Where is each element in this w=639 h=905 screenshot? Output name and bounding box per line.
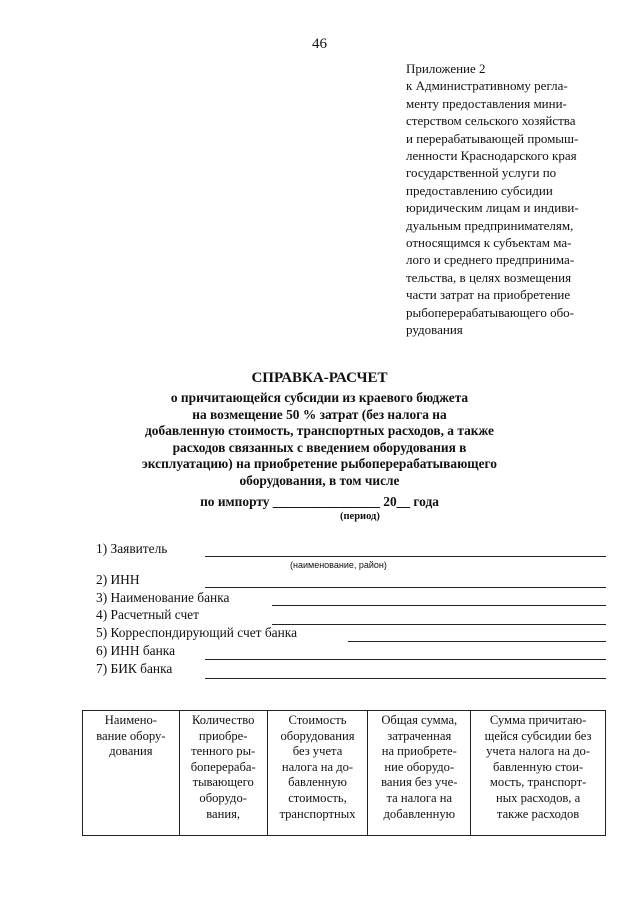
- appendix-line: предоставлению субсидии: [406, 182, 553, 198]
- applicant-label: 1) Заявитель: [96, 541, 168, 556]
- appendix-line: дуальным предпринимателям,: [406, 217, 574, 233]
- appendix-line: менту предоставления мини-: [406, 95, 567, 111]
- account-label: 4) Расчетный счет: [96, 607, 199, 622]
- inn-label: 2) ИНН: [96, 572, 140, 587]
- page-number: 46: [312, 36, 327, 52]
- bank-inn-input-line[interactable]: [205, 659, 606, 660]
- corr-account-input-line[interactable]: [348, 641, 606, 642]
- appendix-line: тельства, в целях возмещения: [406, 269, 572, 285]
- appendix-note: [406, 60, 606, 339]
- subtitle-line: расходов связанных с введением оборудования в: [172, 439, 467, 455]
- document-title: СПРАВКА-РАСЧЕТ: [251, 370, 388, 386]
- appendix-line: рыбоперерабатывающего обо-: [406, 304, 575, 320]
- appendix-line: Приложение 2: [406, 61, 486, 76]
- period-caption: (период): [340, 511, 380, 522]
- appendix-line: государственной услуги по: [406, 165, 557, 181]
- inn-input-line[interactable]: [205, 587, 606, 588]
- bank-name-label: 3) Наименование банка: [96, 590, 230, 605]
- period-line: по импорту ________________ 20__ года: [200, 494, 439, 509]
- appendix-line: рудования: [406, 322, 463, 338]
- table-header-row: [83, 711, 606, 836]
- appendix-line: части затрат на приобретение: [406, 287, 571, 303]
- corr-account-label: 5) Корреспондирующий счет банка: [96, 625, 298, 640]
- document-subtitle: [0, 390, 639, 490]
- subtitle-line: о причитающейся субсидии из краевого бюджета: [170, 390, 469, 405]
- header-cell-subsidy-amount: Сумма причитаю- щейся субсидии без учета налога на до- бавленную стои- мость, транспорт- ных расходов, а также расходов: [471, 711, 606, 836]
- account-input-line[interactable]: [272, 624, 606, 625]
- header-cell-quantity: Количество приобре- тенного ры- боперераба- тывающего оборудо- вания,: [179, 711, 267, 836]
- subtitle-line: добавленную стоимость, транспортных расходов, а также: [145, 423, 494, 439]
- appendix-line: стерством сельского хозяйства: [406, 113, 576, 129]
- appendix-line: юридическим лицам и индиви-: [406, 200, 579, 216]
- applicant-input-line[interactable]: [205, 556, 606, 557]
- equipment-table: [82, 710, 606, 836]
- appendix-line: к Административному регла-: [406, 78, 568, 94]
- appendix-line: лого и среднего предпринима-: [406, 252, 575, 268]
- bank-name-input-line[interactable]: [272, 605, 606, 606]
- appendix-line: и перерабатывающей промыш-: [406, 130, 579, 146]
- appendix-line: ленности Краснодарского края: [406, 148, 577, 164]
- subtitle-line: эксплуатацию) на приобретение рыбоперерабатывающего: [141, 456, 497, 472]
- bank-inn-label: 6) ИНН банка: [96, 643, 176, 658]
- header-cell-equipment-name: Наимено- вание обору- дования: [83, 711, 180, 836]
- appendix-line: относящимся к субъектам ма-: [406, 235, 572, 251]
- subtitle-line: оборудования, в том числе: [239, 472, 400, 488]
- subtitle-line: на возмещение 50 % затрат (без налога на: [192, 406, 447, 422]
- header-cell-total-spent: Общая сумма, затраченная на приобрете- ние оборудо- вания без уче- та налога на добавленную: [368, 711, 471, 836]
- header-cell-equipment-cost: Стоимость оборудования без учета налога на до- бавленную стоимость, транспортных: [267, 711, 368, 836]
- bik-label: 7) БИК банка: [96, 661, 173, 676]
- bik-input-line[interactable]: [205, 678, 606, 679]
- applicant-caption: (наименование, район): [290, 560, 387, 570]
